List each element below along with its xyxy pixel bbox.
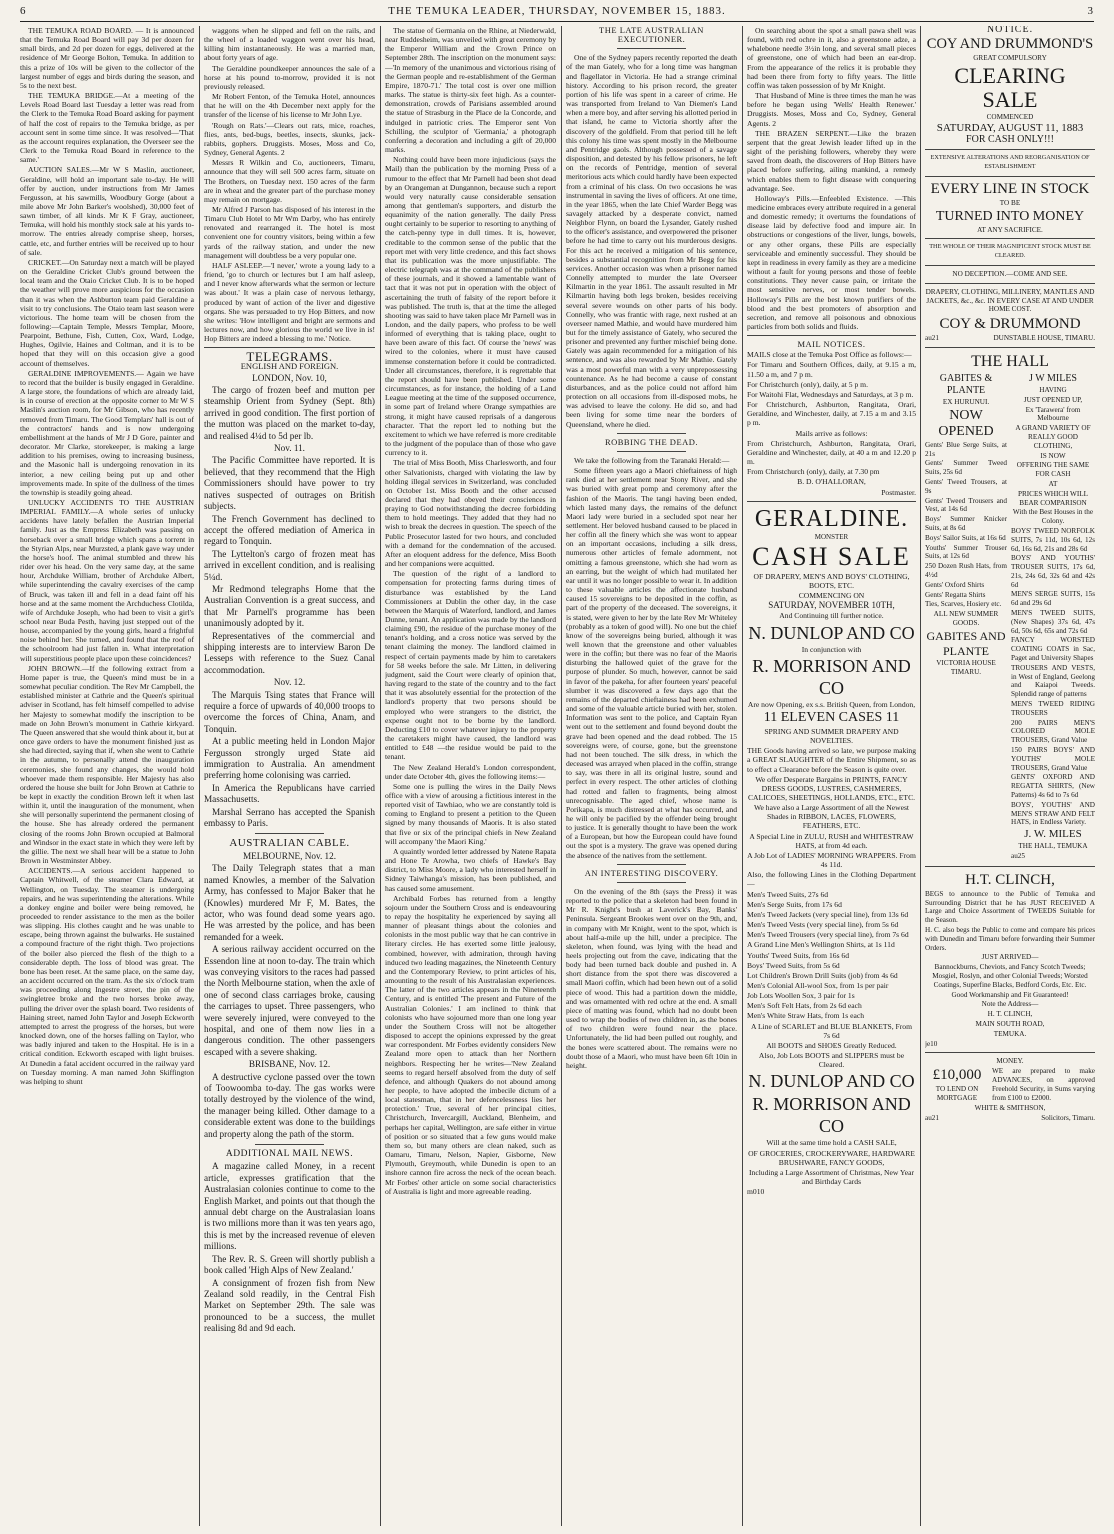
ad-line: AT <box>1048 479 1058 488</box>
ad-line: GREAT COMPULSORY <box>973 53 1047 62</box>
ad-line: SATURDAY, NOVEMBER 10TH, <box>768 600 895 611</box>
article-paragraph: One of the Sydney papers recently reported the death of the man Gately, who for a long time was hangman and flagellator in Victoria. He had a strange criminal history. According to his prison record, the greater portion of his life was spent in a career of crime. He was transported from Ireland to Van Diemen's Land when a mere boy, and after serving his allotted period in that island, he came to Victoria shortly after the discovery of the goldfield. From that period till he left this colony his time was spent mostly in the Melbourne and Pentridge gaols. Although possessed of a savage disposition, and detested by his fellow prisoners, he left on the records of Pentridge, mention of several meritorious acts which could hardly have been expected from a criminal of his class. On two occasions he was instrumental in saving the lives of officers. At one time, in the year 1865, when the late Chief Warder Begg was savagely attacked by a desperate convict, named Neighbor Flynn, on board the Lysander, Gately rushed to the officer's assistance, and overpowered the prisoner before he had time to carry out his murderous designs. For this act he received a mitigation of his sentence, besides a substantial recognition from Mr Begg for his services. Another occasion was when a prisoner named Connelly attempted to murder the late Overseer Kilmartin in the year 1861. The assault resulted in Mr Kilmartin having both legs broken, besides receiving several severe wounds on other parts of his body. Connelly, who was frantic with rage, next rushed at an overseer named Mathie, and would have murdered him but for the timely assistance of Gately, who secured the prisoner and prevented any further mischief being done. Gately was again recommended for a mitigation of his sentence, and was also rewarded by Mr Mathie. Gately was a most powerful man with a very unprepossessing countenance. As he had become a cause of constant disturbances, and as the police could not afford him protection on all occasions from ill-disposed mobs, he was advised to leave the colony. He did so, and had been living for some time near the borders of Queensland, where he died. <box>566 53 737 429</box>
telegram-paragraph: The cargo of frozen beef and mutton per steamship Orient from Sydney (Sept. 8th) arrived in good condition. The first portion of the mutton was placed on the market to-day, and realised 4¼d to 5d per lb. <box>204 385 375 441</box>
article-paragraph: The Geraldine poundkeeper announces the sale of a horse at his pound to-morrow, provided it is not previously released. <box>204 63 375 91</box>
divider <box>747 335 916 336</box>
ad-line: With the Best Houses in the Colony. <box>1012 508 1094 526</box>
firm-name: R. MORRISON AND CO <box>752 1094 911 1137</box>
column-6 <box>925 26 1095 1526</box>
divider <box>747 501 916 502</box>
divider <box>925 238 1095 239</box>
article-paragraph: Nothing could have been more injudicious (says the Mail) than the publication by the morning Press of a rumour to the effect that Mr Parnell had been shot dead by an Orangeman at Dungannon, because such a report would very naturally cause considerable sensation among that gentleman's supporters, and disturb the equanimity of the nation generally. The daily Press ought certainly to be superior to resorting to anything of the catch-penny type in dull times. It is, however, creditable to the common sense of the public that the report met with very little credence, and this fact shows that its publication was the more unjustifiable. The electric telegraph was at the command of the publishers of these journals, and it showed a lamentable want of tact that it was not put in operation with the object of ascertaining the truth of falsity of the report before it was published. The truth is, that at the time the alleged shooting was said to have taken place Mr Parnell was in London, and the daily papers, who profess to be well informed of everything that is taking place, ought to have been aware of this fact. Of course the 'news' was wired to the colonies, where it must have caused immense consternation before it could be contradicted. Under all circumstances, therefore, it is regrettable that the report should have been published. Under some circumstances, as for instance, the holding of a Land League meeting at the time of the supposed occurrence, in some part of Ireland where Orange sympathies are strong, it might have caused reprisals of a dangerous character. That the report led to nothing but the excitement to which we have referred is more creditable to the judgment of the populace than of those who gave currency to it. <box>385 155 556 458</box>
article-paragraph: Mr Robert Fenton, of the Temuka Hotel, announces that he will on the 4th December next apply for the transfer of the license of his license to Mr John Lye. <box>204 92 375 120</box>
ad-line: OFFERING THE SAME FOR CASH <box>1016 461 1090 479</box>
money-row <box>925 1067 1095 1104</box>
ad-line: A GRAND VARIETY OF REALLY GOOD CLOTHING, <box>1015 424 1091 450</box>
price-line: BOYS' TWEED NORFOLK SUITS, 7s 11d, 10s 6d, 12s 6d, 16s 6d, 21s and 28s 6d <box>1011 526 1095 553</box>
ad-heading: EVERY LINE IN STOCK <box>930 180 1090 197</box>
divider <box>925 149 1095 150</box>
ad-footer <box>925 1114 1095 1123</box>
section-heading: AUSTRALIAN CABLE. <box>229 837 350 850</box>
telegram-paragraph: The Lyttelton's cargo of frozen meat has arrived in excellent condition, and is realising 5¼d. <box>204 548 375 582</box>
divider <box>204 347 375 348</box>
article-paragraph: AUCTION SALES.—Mr W S Maslin, auctioneer, Geraldine, will hold an important sale to-day. He will offer by auction, under instructions from Mr James Fergusson, at his sawmills, Woodbury Gorge (about a mile above Mr John Barker's woolshed), 30,000 feet of sawn timber, of all kinds. Mr K F Gray, auctioneer, Temuka, will hold his monthly stock sale at his yards to-morrow. The entries already comprise sheep, horses, cattle, etc, and further entries will be received up to hour of sale. <box>20 165 194 257</box>
ad-line: PRICES WHICH WILL BEAR COMPARISON <box>1017 489 1088 507</box>
the-hall-advertisement <box>925 352 1095 862</box>
money-advertisement <box>925 1057 1095 1122</box>
dateline: BRISBANE, Nov. 12. <box>248 1059 331 1070</box>
column-rule <box>199 26 200 1526</box>
ad-line: MONSTER <box>814 532 849 541</box>
telegram-paragraph: At a public meeting held in London Major Fergusson strongly urged State aid immigration to Australia. An amendment preferring home colonising was carried. <box>204 736 375 781</box>
page-number-right: 3 <box>1087 5 1094 17</box>
telegrams-body <box>204 373 375 1335</box>
telegram-paragraph: The Pacific Committee have reported. It is believed, that they recommend that the High Commissioners should have power to try natives suspected of outrages on British subjects. <box>204 455 375 512</box>
cable-paragraph: A serious railway accident occurred on the Essendon line at noon to-day. The train which was conveying visitors to the races had passed the North Melbourne station, when the axle of one of second class carriages broke, causing the carriages to upset. Three passengers, who were severely injured, were conveyed to the hospital, and one of them now lies in a dangerous condition. The other passengers escaped with a severe shaking. <box>204 944 375 1057</box>
article-paragraph: CRICKET.—On Saturday next a match will be played on the Geraldine Cricket Club's ground between the local team and the Otaio Cricket Club. It is to be hoped the weather will prove more auspicious for the occasion than it was when the Ashburton team paid Geraldine a visit to try conclusions. The Otaio team last season were victorious. The home team will be chosen from the following:—Captain Temple, Messrs Templar, Moore, Pearpoint, Bethune, Fish, Cutten, Cox, Ward, Lodge, Hughes, Ogilvie, Haines and Coltman, and it is to be hoped that they will on this occasion give a good account of themselves. <box>20 257 194 368</box>
divider <box>617 48 685 49</box>
ad-line: ALL NEW SUMMER GOODS. <box>933 610 999 627</box>
ad-line: We offer Desperate Bargains in PRINTS, FANCY DRESS GOODS, LUSTRES, CASHMERES, CALICOES, SHEETINGS, HOLLANDS, ETC., ETC. <box>747 774 916 802</box>
section-heading: MAIL NOTICES. <box>797 339 866 350</box>
ad-line: Note the Address— <box>981 1000 1039 1009</box>
price-line: TROUSERS AND VESTS, in West of England, Geelong and Kaiapoi Tweeds. Splendid range of patterns <box>1011 663 1095 699</box>
dateline: Nov. 11. <box>274 443 305 454</box>
ad-line: EX HURUNUI. <box>942 397 990 406</box>
article-paragraph: Some one is pulling the wires in the Daily News office with a view of arousing a fictitious interest in the reported visit of Tawhiao, who we are constantly told is coming to England to present a petition to the Queen signed by many thousands of Maoris. It is also stated that five or six of the principal chiefs in New Zealand will accompany 'the Maori King.' <box>385 781 556 846</box>
dateline: LONDON, Nov. 10, <box>252 372 327 383</box>
ad-line: WHITE & SMITHSON, <box>974 1103 1046 1112</box>
firm-name: PLANTE <box>943 643 989 658</box>
page-number-left: 6 <box>20 5 27 17</box>
ad-line: TO LEND ON MORTGAGE <box>935 1085 979 1102</box>
ad-line: Also, Job Lots BOOTS and SLIPPERS must be Cleared. <box>758 1051 905 1070</box>
mail-line: Mails arrive as follows: <box>795 428 868 438</box>
column-rule <box>742 26 743 1526</box>
firm-name: J. W. MILES <box>1024 828 1082 841</box>
price-line: 250 Dozen Rush Hats, from 4½d <box>925 562 1007 579</box>
divider <box>925 866 1095 867</box>
ad-line: JUST OPENED UP, <box>1023 395 1083 404</box>
article-paragraph: THE TEMUKA BRIDGE.—At a meeting of the Levels Road Board last Tuesday a letter was read from the Clerk to the Temuka Road Board asking for payment of half the cost of repairs to the Temuka bridge, as per account sent in some time since. It was resolved—'That as the account requires explanation, the Overseer see the Clerk to the Temuka Road Board in reference to the same.' <box>20 91 194 165</box>
ad-line: OF DRAPERY, MEN'S AND BOYS' CLOTHING, BOOTS, ETC. <box>753 571 910 590</box>
article-paragraph: ACCIDENTS.—A serious accident happened to Captain Whitwell, of the steamer Clara Edward, at Wellington, on Tuesday. The steamer is undergoing repairs, and he was superintending the alterations. While a donkey engine and boiler were being removed, he proceeded to render assistance to the men as the boiler was slipping. His clothes caught and he was unable to escape, being thrown against the bulwarks. He sustained a compound fracture of the right thigh. Two projections of the boiler also pierced the flesh of the thigh to a considerable depth. The loss of blood was great. The bone has been reset. At the same place, on the same day, an accident occurred on the tram. As the six o'clock tram was proceeding along Ingestre street, the pin of the swingletree broke and the two horses broke away, pulling the driver over the splash board. Two residents of Haining street, named John Taylor and Joseph Eckworth attempted to arrest the progress of the horses, but were knocked down, one of the horses falling on Taylor, who was badly injured and taken to the Hospital. He is in a critical condition. Eckworth escaped with light bruises. At Dunedin a fatal accident occurred in the railway yard on Tuesday morning. A man named John Skiffington was helping to shunt <box>20 866 194 1086</box>
ad-line: FOR CASH ONLY!!! <box>966 134 1054 146</box>
price-line: 150 PAIRS BOYS' AND YOUTHS' MOLE TROUSERS, Grand Value <box>1011 746 1095 772</box>
article-paragraph: Archibald Forbes has returned from a lengthy sojourn under the Southern Cross and is endeavouring to repay the hospitality he experienced by saying all manner of pleasant things about the colonies and colonists in the most public way that he can contrive in literary circles. He has exerted some little jealousy, combined, however, with admiration, through having induced two leading magazines, the Nineteenth Century and the Contemporary Review, to print articles of his, amounting to the result of his Australasian experiences. The latter of the two articles appears in the Nineteenth Century, and is entitled 'The present and Future of the Australian Colonies.' I am inclined to think that colonists who have sojourned more than one long year under the Southern Cross will not be altogether disposed to accept the opinions expressed by the great war correspondent. Mr Forbes evidently considers New Zealand more open to attack than her Northern neighbors. Respecting her he writes—'New Zealand seems to regard herself absolved from the duty of self defence, and although Quakers do not abound among her people, to have adopted the imbecile dictum of a local statesman, that in her defencelessness lies her protection.' True, several of her principal cities, Christchurch, Invercargill, Auckland, Blenheim, and perhaps her capital, Wellington, are safe either in virtue of position or so situated that a few guns would make them so, but many others are clean naked, such as Oamaru, Timaru, Nelson, Napier, Gisborne, New Plymouth, Greymouth, while Dunedin is open to an inshore cannon fire across the neck of the ocean beach. Mr Forbes' other article on some social characteristics of Australia is light and more agreeable reading. <box>385 893 556 1196</box>
firm-name: J W MILES <box>1029 372 1077 384</box>
price-line: Gents' Tweed Trousers and Vest, at 14s 6d <box>925 496 1007 514</box>
price-line: Men's White Straw Hats, from 1s each <box>747 1011 865 1021</box>
price-line: Gents' Oxford Shirts <box>925 580 985 589</box>
ad-line: MAIN SOUTH ROAD, <box>975 1019 1045 1028</box>
divider <box>617 864 685 865</box>
telegram-paragraph: Representatives of the commercial and shipping interests are to interview Baron De Lesseps with reference to the Suez Canal accommodation. <box>204 630 375 675</box>
divider <box>925 265 1095 266</box>
price-line: Men's Tweed Suits, 27s 6d <box>747 889 829 899</box>
article-paragraph: A quaintly worded letter addressed by Natene Rapata and Hone Te Arowha, two chiefs of Hawke's Bay district, to Miss Moore, a lady who interested herself in Sidney Taiwhanga's mission, has been published, and has caused some amusement. <box>385 846 556 893</box>
ad-address: DUNSTABLE HOUSE, TIMARU. <box>993 334 1095 343</box>
money-amount-box <box>925 1067 989 1104</box>
firm-name: H.T. CLINCH, <box>965 871 1055 888</box>
ad-footer <box>925 334 1095 343</box>
advertisement-paragraph: THE BRAZEN SERPENT.—Like the brazen serpent that the great Jewish leader lifted up in the sight of the perishing followers, whereby they were saved from death, the discoverers of Hop Bitters have placed before suffering, ailing mankind, a remedy which enables them to fight disease with conquering advantage. See. <box>747 128 916 193</box>
section-heading: AN INTERESTING DISCOVERY. <box>584 867 719 878</box>
price-line: FANCY WORSTED COATING COATS in Sac, Paget and University Shapes <box>1011 636 1095 663</box>
column-5 <box>747 26 916 1526</box>
ad-heading: TURNED INTO MONEY <box>935 208 1085 224</box>
article-paragraph: We take the following from the Taranaki Herald:— <box>574 455 730 465</box>
ad-line: Ex 'Tarawera' from Melbourne <box>1025 405 1081 423</box>
mail-news-paragraph: A consignment of frozen fish from New Zealand sold readily, in the Central Fish Market on September 29th. The sale was pronounced to be a success, the mullet realising 8d and 9d each. <box>204 1277 375 1334</box>
article-paragraph: waggons when he slipped and fell on the rails, and the wheel of a loaded waggon went over his head, killing him instantaneously. He was a married man, about forty years of age. <box>204 26 375 63</box>
ad-code: au21 <box>925 334 939 343</box>
column-1 <box>20 26 194 1526</box>
dateline: MELBOURNE, Nov. 12. <box>242 850 337 861</box>
divider <box>925 176 1095 177</box>
ad-line: TEMUKA. <box>993 1029 1027 1038</box>
mail-news-paragraph: The Rev. R. S. Green will shortly publish a book called 'High Alps of New Zealand.' <box>204 1253 375 1276</box>
mail-line: For Christchurch, Ashburton, Rangitata, Orari, Geraldine, and Winchester, daily, at 7.15 a m and 3.15 p m. <box>747 400 916 428</box>
ad-heading: SATURDAY, AUGUST 11, 1883 <box>936 122 1084 135</box>
mail-news-paragraph: A magazine called Money, in a recent article, expresses gratification that the Australasian colonies continue to come to the English Market, and points out that though the annual debt charge on the Australasian loans is two millions more than it was ten years ago, this is met by the increased revenue of eleven millions. <box>204 1161 375 1252</box>
ad-line: Bannockburns, Cheviots, and Fancy Scotch Tweeds; Mosgiel, Roslyn, and other Colonial Tweeds; Worsted Coatings, Superfine Blacks, Bedford Cords, Etc. Etc. <box>932 963 1088 989</box>
gabites-column <box>925 373 1007 862</box>
mail-line: From Christchurch (only), daily, at 7.30 pm <box>747 467 880 477</box>
ad-line: IS NOW <box>1040 451 1066 460</box>
price-line: Men's Tweed Trousers (very special line), from 7s 6d <box>747 930 909 940</box>
column-rule <box>380 26 381 1526</box>
firm-name: N. DUNLOP AND CO <box>748 1071 915 1092</box>
price-line: BOYS' AND YOUTHS' TROUSER SUITS, 17s 6d, 21s, 24s 6d, 32s 6d and 42s 6d <box>1011 554 1095 589</box>
article-paragraph: HALF ASLEEP.—'I never,' wrote a young lady to a friend, 'go to church or lectures but I am half asleep, and I never know afterwards what the sermon or lecture was about.' It was a plain case of nervous lethargy, produced by want of action of the liver and digestive organs. She was persuaded to try Hop Bitters, and now she writes: 'How intelligent and bright are sermons and lectures now, and how glorious the world we live in is! Hop Bitters are indeed a blessing to me.' Notice. <box>204 260 375 344</box>
mail-line: MAILS close at the Temuka Post Office as follows:— <box>747 350 912 360</box>
price-line: Men's Colonial All-wool Sox, from 1s per pair <box>747 980 889 990</box>
money-amount: £10,000 <box>932 1067 982 1084</box>
column-3 <box>385 26 556 1526</box>
article-paragraph: Messrs R Wilkin and Co, auctioneers, Timaru, announce that they will sell 500 acres farm, situate on The Brothers, on Tuesday next. 150 acres of the farm are in wheat and the greater part of the purchase money may remain on mortgage. <box>204 158 375 204</box>
section-heading: THE LATE AUSTRALIAN EXECUTIONER. <box>599 26 704 45</box>
price-line: 200 PAIRS MEN'S COLORED MOLE TROUSERS, Grand Value <box>1011 718 1095 745</box>
postmaster-title: Postmaster. <box>881 487 916 497</box>
price-line: Men's Serge Suits, from 17s 6d <box>747 899 842 909</box>
ad-line: NO DECEPTION.—COME AND SEE. <box>952 269 1068 278</box>
ad-line: A Line of SCARLET and BLUE BLANKETS, From 7s 6d <box>750 1021 912 1040</box>
masthead-title: THE TEMUKA LEADER, THURSDAY, NOVEMBER 15, 1883. <box>388 5 726 17</box>
ad-line: In conjunction with <box>801 644 862 654</box>
price-line: BOYS', YOUTHS' AND MEN'S STRAW AND FELT HATS, in Endless Variety. <box>1011 800 1095 827</box>
ad-line: All BOOTS and SHOES Greatly Reduced. <box>766 1040 897 1050</box>
price-line: Gents' Regatta Shirts <box>925 590 986 599</box>
column-2 <box>204 26 375 1526</box>
ad-heading: CLEARING SALE <box>954 62 1066 112</box>
dateline: Nov. 12. <box>273 677 306 688</box>
ad-address: Solicitors, Timaru. <box>1041 1113 1095 1122</box>
column-rule <box>920 26 921 1526</box>
ad-line: 11 ELEVEN CASES 11 <box>763 709 900 725</box>
ad-line: Good Workmanship and Fit Guaranteed! <box>951 990 1069 999</box>
mail-line: For Timaru and Southern Offices, daily, at 9.15 a m, 11.50 a m, and 7 p m. <box>747 360 916 379</box>
ad-heading: NOW OPENED <box>938 407 994 439</box>
article-paragraph: Some fifteen years ago a Maori chieftainess of high rank died at her settlement near Stony River, and she was buried with great pomp and ceremony after the fashion of the Maoris. The tangi having been ended, which lasted many days, the remains of the defunct Maori lady were buried in a secluded spot near her settlement. Her beloved husband caused to be placed in her coffin all the finery which she was wont to appear on an important occasions, including a silk dress, numerous other articles of female adornment, not omitting a famous greenstone, which she had worn as an earring, but the weight of which had mutilated her ear until it was no longer possible to wear it. In addition to these valuable articles the affectionate husband caused 15 sovereigns to be deposited in the coffin, as part of the property of the deceased. The sovereigns, it is stated, were given to her by the late Rev Mr Whiteley (probably as a token of good will). No one but the chief know of the sovereigns being buried, although it was well known that the greenstone and other valuables were in the coffin; but there was no fear of the Maoris disturbing the hallowed quiet of the grave for the purpose of plunder. So much, however, cannot be said in favor of the pakeha, for after fourteen years' peaceful slumber it was discovered a few days ago that the remains of the departed chieftainess had been exhumed and some of the valuable article buried with her, stolen. Information was sent to the police, and Captain Ryan went out to the settlement and found beyond doubt the grave had been opened and the dead robbed. The 15 sovereigns were, of course, gone, but the greenstone had not been touched. The silk dress, in which the deceased was arrayed when placed in the coffin, strange to say, was there in all its original lustre, sound and perfect in every respect. The other articles of clothing had rotted and fallen to fragments, being almost unrecognisable. The aged chief, whose name is Porikapa, is much distressed at what has occurred, and he will only be pacified by the offender being brought to justice. It is generally thought to have been the work of a European, but how the European could have found out the spot is a mystery. The grave was opened during the absence of the natives from the settlement. <box>566 466 737 860</box>
ad-code: au21 <box>925 1113 939 1122</box>
price-line: A Grand Line Men's Wellington Shirts, at 1s 11d <box>747 940 895 950</box>
ad-line: Will at the same time hold a CASH SALE, <box>766 1138 897 1148</box>
postmaster-name: B. D. O'HALLORAN, <box>797 477 866 487</box>
firm-name: R. MORRISON AND CO <box>752 655 911 698</box>
article-paragraph: On the evening of the 8th (says the Press) it was reported to the police that a skeleton had been found in Mr R. Knight's bush at Laverick's Bay, Banks' Peninsula. Sergeant Brookes went over on the 9th, and, in company with Mr Knight, went to the spot, which is about half-a-mile up the hill, under a precipice. The skeleton, when found, was lying with the head and heels projecting out from the cave, indicating that the body had been turned back double and pushed in. A short distance from the spot there was discovered a small Maori coffin, which had been hewn out of a solid piece of wood. This had a partition down the middle, and was ornamented with red ochre at the end. A small piece of matting was found, which had no doubt been used to wrap the bodies of two children in, as the bones of two children were found near the place. Unfortunately, the lid had been pulled out roughly, and the bones were scattered about. The remains were no doubt those of a Maori, who must have been 6ft 10in in height. <box>566 886 737 1070</box>
column-rule <box>561 26 562 1526</box>
ad-line: DRAPERY, CLOTHING, MILLINERY, MANTLES AND JACKETS, &c., &c. IN EVERY CASE AT AND UNDER HOME COST. <box>925 287 1095 314</box>
ad-line: THE Goods having arrived so late, we purpose making a GREAT SLAUGHTER of the Entire Shipment, so as to effect a Clearance before the Season is quite over. <box>747 746 916 774</box>
section-heading: ROBBING THE DEAD. <box>604 436 699 447</box>
ad-line: WE are prepared to make ADVANCES, on approved Freehold Security, in Sums varying from £100 to £2000. <box>992 1067 1095 1102</box>
ad-line: Including a Large Assortment of Christmas, New Year and Birthday Cards <box>749 1167 914 1186</box>
ad-line: A Special Line in ZULU, RUSH and WHITESTRAW HATS, at from 4d each. <box>749 831 914 850</box>
price-line: Men's Tweed Vests (very special line), from 5s 6d <box>747 920 899 930</box>
article-paragraph: JOHN BROWN.—If the following extract from a Home paper is true, the Queen's mind must be in a somewhat peculiar condition. The Rev Mr Campbell, the established minister at Cathrie and the Queen's spiritual adviser in Scotland, has felt himself compelled to advise her Majesty to somewhat modify the inscription to be made on John Brown's monument in Cathrie kirkyard. The Queen answered that she would think about it, but at once gave orders to have the monument finished just as she had directed, saying that if, when she went to Cathrie in the autumn, to personally attend the inauguration ceremonies, she found any changes, she would hold whoever made them responsible. Her Majesty has also ordered the house she built for John Brown at Cathrie to be kept in exactly the condition Brown left it when last within it, until the inauguration of the monument, when she will personally superintend the permanent closing of the house. She has already ordered the permanent closing of the rooms John Brown occupied at Balmoral and Windsor in the exact state in which they were left by the gillie. The next we shall hear will be a statue to John Brown in Westminster Abbey. <box>20 663 194 866</box>
price-line: Youths' Summer Trouser Suits, at 12s 6d <box>925 543 1007 561</box>
article-paragraph: Mr Alfred J Parson has disposed of his interest in the Timaru Club Hotel to Mr Wm Darby, who has entirely renovated and rearranged it. The hotel is most convenient one for country visitors, being within a few yards of the railway station, and under the new management will doubtless be a very popular one. <box>204 204 375 260</box>
article-paragraph: The trial of Miss Booth, Miss Charlesworth, and four other Salvationists, charged with violating the law by holding illegal services in Switzerland, was concluded on October 1st. Miss Booth and the other accused declared that they had obeyed their consciences in praying to God notwithstanding the decree forbidding them to hold meetings. They added that they had no wish to break the decrees in question. The speech of the Public Prosecutor lasted for two hours, and concluded with a demand for the condemnation of the accused. After an eloquent address for the defence, Miss Booth and her companions were acquitted. <box>385 458 556 569</box>
geraldine-advertisement <box>747 506 916 1197</box>
divider <box>925 347 1095 348</box>
price-line: MEN'S TWEED RIDING TROUSERS <box>1011 700 1095 717</box>
section-subheading: ENGLISH AND FOREIGN. <box>240 361 339 372</box>
telegram-paragraph: The French Government has declined to accept the offered mediation of America in regard to Tonquin. <box>204 513 375 547</box>
article-paragraph: 'Rough on Rats.'—Clears out rats, mice, roaches, flies, ants, bed-bugs, beetles, insects, skunks, jack-rabbits, gophers. Druggists. Moses, Moss and Co, Sydney, General Agents. 2 <box>204 120 375 158</box>
ad-line: Also, the following Lines in the Clothing Department— <box>747 870 916 889</box>
mail-notices <box>747 350 916 496</box>
mail-line: For Waitohi Flat, Wednesdays and Saturdays, at 3 p m. <box>747 389 914 399</box>
miles-column <box>1011 373 1095 862</box>
divider <box>255 833 323 834</box>
firm-name: GABITES & PLANTE <box>939 372 993 396</box>
divider <box>255 1144 323 1145</box>
section-heading: ADDITIONAL MAIL NEWS. <box>225 1149 354 1160</box>
article-paragraph: THE TEMUKA ROAD BOARD. — It is announced that the Temuka Road Board will pay 3d per dozen for small birds, and 2d per dozen for eggs, delivered at the residence of Mr George Bolton, Temuka. In addition to this a prize of 10s will be given to the collector of the largest number of eggs and birds during the season, and 5s to the next best. <box>20 26 194 90</box>
article-paragraph: The question of the right of a landlord to compensation for protecting farms during times of disturbance was established by the Land Commissioners at Dublin the other day, in the case between the Marquis of Waterford, landlord, and James Dunne, tenant. An application was made by the landlord claiming £90, the residue of the purchase money of the tenant's holding, and a cross notice was served by the tenant claiming the money. The landlord claimed in respect of certain payments made by him to caretakers for 58 weeks before the sale. Mr Litten, in delivering judgment, said the Court were clearly of opinion that, having regard to the state of the country and to the fact that it was absolutely essential for the protection of the landlord's property that two persons should be employed who were strangers to the district, the expense ought not to be borne by the landlord. Deducting £10 to cover whatever injury to the property the caretakers might have caused, the landlord was entitled to £48 —the residue would be paid to the tenant. <box>385 569 556 762</box>
coy-drummond-advertisement <box>925 26 1095 343</box>
price-line: Boys' Sailor Suits, at 16s 6d <box>925 533 1006 542</box>
ad-code: au25 <box>1011 852 1025 860</box>
price-line: Men's Tweed Jackets (very special line), from 13s 6d <box>747 909 909 919</box>
ad-line: We have also a Large Assortment of all the Newest Shades in RIBBON, LACES, FLOWERS, FEATHERS, ETC. <box>753 803 910 831</box>
firm-name: N. DUNLOP AND CO <box>748 622 915 643</box>
ad-line: OF GROCERIES, CROCKERYWARE, HARDWARE BRUSHWARE, FANCY GOODS, <box>748 1148 915 1167</box>
article-paragraph: GERALDINE IMPROVEMENTS.— Again we have to record that the builder is busily engaged in Geraldine. A large store, the foundations of which are already laid, is in course of erection at the opposite corner to Mr W S Maslin's auction room, for Mr Gibson, who has recently removed from Timaru. The Good Templars' hall is out of the contractors' hands and is now undergoing embellishment at the hands of Mr J D Gore, painter and decorator. Mr Clarke, storekeeper, is making a large addition to his premises, owing to increasing business, and the Masonic hall is undergoing renovation in its interior, a new ceiling being put up and other improvements made. In spite of the dullness of the times the township is steadily going ahead. <box>20 368 194 497</box>
ad-code: je10 <box>925 1039 938 1048</box>
telegram-paragraph: The Marquis Tsing states that France will require a force of upwards of 40,000 troops to overcome the forces of China, Anam, and Tonquin. <box>204 689 375 734</box>
ad-heading: THE HALL <box>971 352 1049 370</box>
price-line: Gents' Blue Serge Suits, at 21s <box>925 440 1007 458</box>
ad-line: JUST ARRIVED— <box>981 953 1039 962</box>
price-line: Boys' Tweed Suits, from 5s 6d <box>747 960 840 970</box>
masthead <box>20 5 1094 22</box>
cable-paragraph: The Daily Telegraph states that a man named Knowles, a member of the Salvation Army, has confessed to Major Baker that he (Knowles) murdered Mr F, M. Bates, the actor, who was found dead some years ago. He was arrested by the police, and has been remanded for a week. <box>204 863 375 942</box>
hall-columns <box>925 373 1095 862</box>
divider <box>925 283 1095 284</box>
price-line: Lot Children's Brown Drill Suits (job) from 4s 6d <box>747 970 898 980</box>
price-line: Ties, Scarves, Hosiery etc. <box>925 600 1002 609</box>
mail-line: From Christchurch, Ashburton, Rangitata, Orari, Geraldine and Winchester, daily, at 40 a m and 12.20 p m. <box>747 438 916 467</box>
ad-line: TIMARU. <box>950 668 982 677</box>
ad-heading: COY AND DRUMMOND'S <box>926 35 1094 52</box>
article-paragraph: On searching about the spot a small pawa shell was found, with red ochre in it, also a greenstone adze, a whalebone needle 3½in long, and several small pieces of greenstone, one of which had been an ear-drop. From the appearance of the relics it is probable they had been there from forty to fifty years. The little coffin was taken possession of by Mr Knight. <box>747 26 916 90</box>
ad-line: COMMENCING ON <box>798 591 865 601</box>
ad-heading: GERALDINE. <box>754 505 909 532</box>
ad-line: AT ANY SACRIFICE. <box>977 225 1043 234</box>
telegram-paragraph: Mr Redmond telegraphs Home that the Australian Convention is a great success, and that Mr Parnell's programme has been unanimously adopted by it. <box>204 583 375 629</box>
ad-line: HAVING <box>1039 385 1067 394</box>
cable-paragraph: A destructive cyclone passed over the town of Toowoomba to-day. The gas works were totally destroyed by the violence of the wind, the manager being killed. Other damage to a considerable extent was done to the buildings and property along the path of the storm. <box>204 1071 375 1139</box>
price-line: GENTS' OXFORD AND REGATTA SHIRTS, (New Patterns) 4s 6d to 7s 6d <box>1011 773 1095 800</box>
article-paragraph: The statue of Germania on the Rhine, at Niederwald, near Ruddesheim, was unveiled with great ceremony by the Emperor William and the Crown Prince on September 28th. The inscription on the monument says:—'In memory of the unanimous and victorious rising of the German people and re-establishment of the German Empire, 1870-71.' The total cost is over one million marks. The statue is thirty-six feet high. As a counter-demonstration, crowds of Parisians assembled around the statue of Strasburg in the Place de la Concorde, and indulged in patriotic cries. The Emperor sent Von Schilling, the sculptor of 'Germania,' a photograph conferring a decoration and including a gift of 20,000 marks. <box>385 26 556 155</box>
ad-line: COMMENCED <box>986 112 1034 121</box>
telegram-paragraph: Marshal Serrano has accepted the Spanish embassy to Paris. <box>204 806 375 829</box>
price-line: MEN'S SERGE SUITS, 15s 6d and 29s 6d <box>1011 590 1095 608</box>
section-heading: TELEGRAMS. <box>246 349 333 365</box>
price-line: Boys' Summer Knicker Suits, at 8s 6d <box>925 515 1007 532</box>
article-paragraph: The New Zealand Herald's London correspondent, under date October 4th, gives the following items:— <box>385 762 556 781</box>
ad-heading: CASH SALE <box>752 541 911 571</box>
firm-name: GABITES AND <box>926 628 1006 643</box>
ad-address: THE HALL, TEMUKA <box>1018 842 1088 851</box>
ad-line: THE WHOLE OF THEIR MAGNIFICENT STOCK MUST BE CLEARED. <box>929 243 1091 260</box>
ad-line: MONEY. <box>996 1057 1024 1066</box>
price-line: Men's Soft Felt Hats, from 2s 6d each <box>747 1001 862 1011</box>
price-line: MEN'S TWEED SUITS, (New Shapes) 37s 6d, 47s 6d, 50s 6d, 65s and 72s 6d <box>1011 609 1095 635</box>
clinch-advertisement <box>925 871 1095 1049</box>
mail-line: For Christchurch (only), daily, at 5 p m. <box>747 379 868 389</box>
price-line: Gents' Tweed Trousers, at 9s <box>925 477 1007 495</box>
firm-name: COY & DRUMMOND <box>939 316 1081 333</box>
divider <box>617 433 685 434</box>
price-line: Job Lots Woollen Sox, 3 pair for 1s <box>747 991 855 1001</box>
telegram-paragraph: In America the Republicans have carried Massachusetts. <box>204 782 375 805</box>
ad-code: m010 <box>747 1187 765 1197</box>
advertisement-paragraph: Holloway's Pills.—Enfeebled Existence. —This medicine embraces every attribute required in a general and domestic remedy; it overturns the foundations of disease laid by defective food and impure air. In obstructions or congestions of the liver, lungs, bowels, or any other organs, these Pills are especially serviceable and eminently successful. They should be kept in readiness in every family as they are a medicine without a fault for young persons and those of feeble constitutions. They never cause pain, or irritate the most sensitive nerves, or most tender bowels. Holloway's Pills are the best known purifiers of the blood and the best promoters of absorption and secretion, and remove all poisonous and obnoxious particles from both solids and fluids. <box>747 193 916 331</box>
ad-line: VICTORIA HOUSE <box>936 658 996 667</box>
ad-line: And Continuing till further notice. <box>779 611 884 621</box>
divider <box>925 1052 1095 1053</box>
price-line: Gents' Summer Tweed Suits, 25s 6d <box>925 459 1007 477</box>
ad-line: TO BE <box>999 198 1021 207</box>
ad-line: H. T. CLINCH, <box>987 1010 1033 1019</box>
ad-line: A Job Lot of LADIES' MORNING WRAPPERS. From 4s 11d. <box>747 850 916 870</box>
ad-line: NOTICE. <box>986 26 1034 35</box>
ad-line: BEGS to announce to the Public of Temuka and Surrounding District that he has JUST RECEIVED A Large and Choice Assortment of TWEEDS Suitable for the Season. <box>925 889 1095 925</box>
column-4 <box>566 26 737 1526</box>
advertisement-paragraph: That Husband of Mine is three times the man he was before he began using 'Wells' Health Renewer.' Druggists. Moses, Moss and Co, Sydney, General Agents. 2 <box>747 91 916 128</box>
price-line: Youths' Tweed Suits, from 16s 6d <box>747 950 850 960</box>
divider <box>617 451 685 452</box>
ad-line: SPRING AND SUMMER DRAPERY AND NOVELTIES. <box>764 726 899 746</box>
ad-line: EXTENSIVE ALTERATIONS AND REORGANISATION OF ESTABLISHMENT <box>930 154 1090 170</box>
divider <box>617 882 685 883</box>
article-paragraph: UNLUCKY ACCIDENTS TO THE AUSTRIAN IMPERIAL FAMILY.—A whole series of unlucky accidents have lately befallen the Austrian Imperial family. Just as the Empress Elizabeth was passing on horseback over a small bridge which spans a torrent in the Styrian Alps, near Murzsted, a plank gave way under the horse's hoof. The animal stumbled and threw his rider over his head. On the very same day, at the same hour, Archduke William, brother of Archduke Albert, while superintending the cavalry exercises of the camp of Bruck, was taken ill and fell in a dead faint off his horse and at the same moment the Archduchess Clotilda, wife of Archduke Joseph, who had been to visit a girl's school near Buda Pesth, having just stepped out of the house, accompanied by the young girls, heard a frightful noise behind her. She turned, and found that the roof of the schoolroom had just fallen in. What interpretation will superstitious people place upon these coincidences? <box>20 497 194 663</box>
ad-line: H. C. also begs the Public to come and compare his prices with Dunedin and Timaru before forwarding their Summer Orders. <box>925 925 1095 952</box>
ad-line: Are now Opening, ex s.s. British Queen, from London, <box>747 699 916 709</box>
